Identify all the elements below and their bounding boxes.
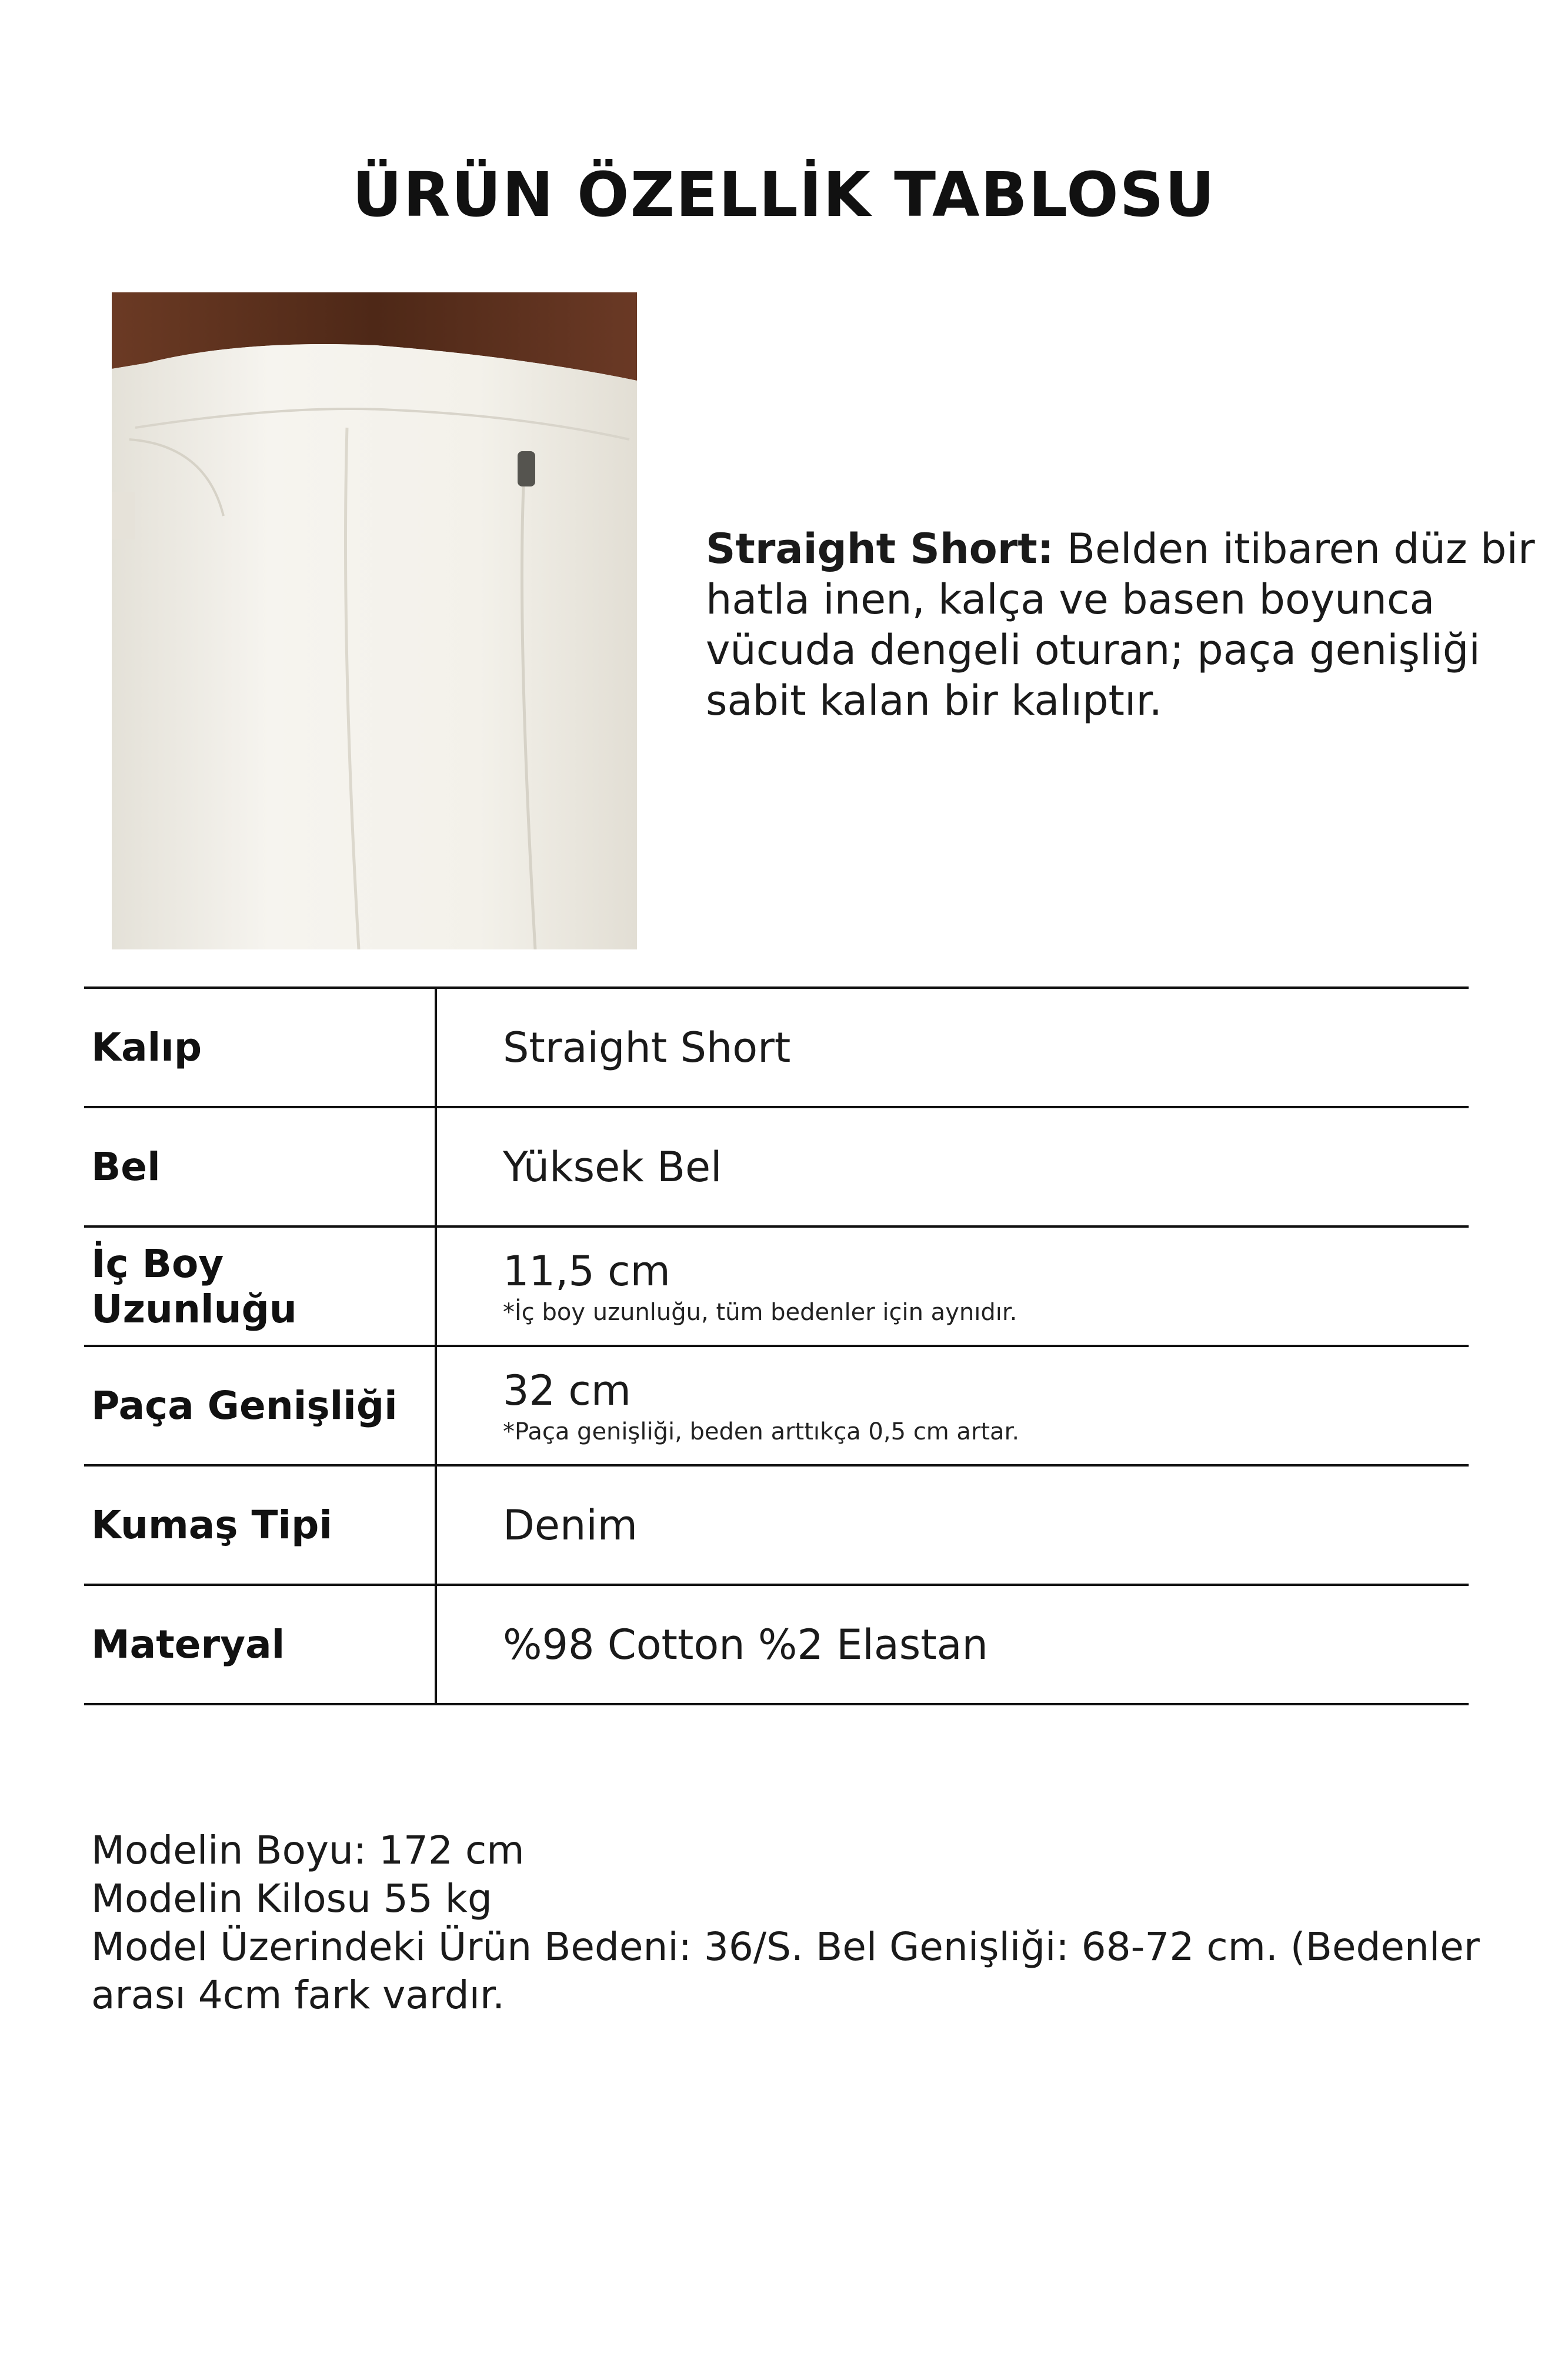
- description-label: Straight Short:: [706, 525, 1054, 573]
- spec-row-bel: [84, 1108, 1469, 1228]
- spec-label: Kalıp: [91, 1025, 202, 1070]
- spec-value-cell: [503, 1108, 1444, 1225]
- spec-value: 32 cm: [503, 1366, 631, 1415]
- column-divider: [435, 1108, 437, 1225]
- spec-value-cell: [503, 1586, 1444, 1703]
- spec-note: *Paça genişliği, beden arttıkça 0,5 cm artar.: [503, 1418, 1020, 1445]
- product-description: [706, 524, 1541, 726]
- model-weight: Modelin Kilosu 55 kg: [91, 1876, 492, 1921]
- spec-row-ic-boy: [84, 1228, 1469, 1347]
- column-divider: [435, 1467, 437, 1584]
- column-divider: [435, 989, 437, 1106]
- spec-value: Straight Short: [503, 1023, 791, 1072]
- spec-value-cell: [503, 989, 1444, 1106]
- spec-label: Paça Genişliği: [91, 1383, 398, 1428]
- spec-note: *İç boy uzunluğu, tüm bedenler için aynıdır.: [503, 1298, 1017, 1326]
- spec-value-cell: [503, 1228, 1444, 1345]
- spec-row-paca: [84, 1347, 1469, 1467]
- column-divider: [435, 1347, 437, 1464]
- description-text: Belden itibaren düz bir hatla inen, kalça ve basen boyunca vücuda dengeli oturan; paça genişliği sabit kalan bir kalıptır.: [706, 525, 1535, 725]
- spec-value: %98 Cotton %2 Elastan: [503, 1620, 988, 1669]
- spec-value: 11,5 cm: [503, 1247, 670, 1295]
- spec-label: Kumaş Tipi: [91, 1502, 333, 1548]
- product-photo: [112, 292, 637, 949]
- model-size-info: Model Üzerindeki Ürün Bedeni: 36/S. Bel Genişliği: 68-72 cm. (Bedenler arası 4cm fark vardır.: [91, 1924, 1480, 2018]
- spec-label: Materyal: [91, 1622, 285, 1667]
- spec-row-materyal: [84, 1586, 1469, 1705]
- spec-label: Bel: [91, 1144, 161, 1189]
- spec-value-cell: [503, 1347, 1444, 1464]
- spec-value-cell: [503, 1467, 1444, 1584]
- spec-label: İç Boy Uzunluğu: [91, 1241, 297, 1332]
- column-divider: [435, 1586, 437, 1703]
- page-title: ÜRÜN ÖZELLİK TABLOSU: [352, 159, 1216, 231]
- spec-table: [84, 986, 1469, 1705]
- spec-row-kalip: [84, 989, 1469, 1108]
- model-info: [91, 1827, 1503, 2019]
- column-divider: [435, 1228, 437, 1345]
- spec-row-kumas: [84, 1467, 1469, 1586]
- spec-value: Denim: [503, 1501, 638, 1549]
- spec-value: Yüksek Bel: [503, 1142, 722, 1191]
- model-height: Modelin Boyu: 172 cm: [91, 1828, 525, 1873]
